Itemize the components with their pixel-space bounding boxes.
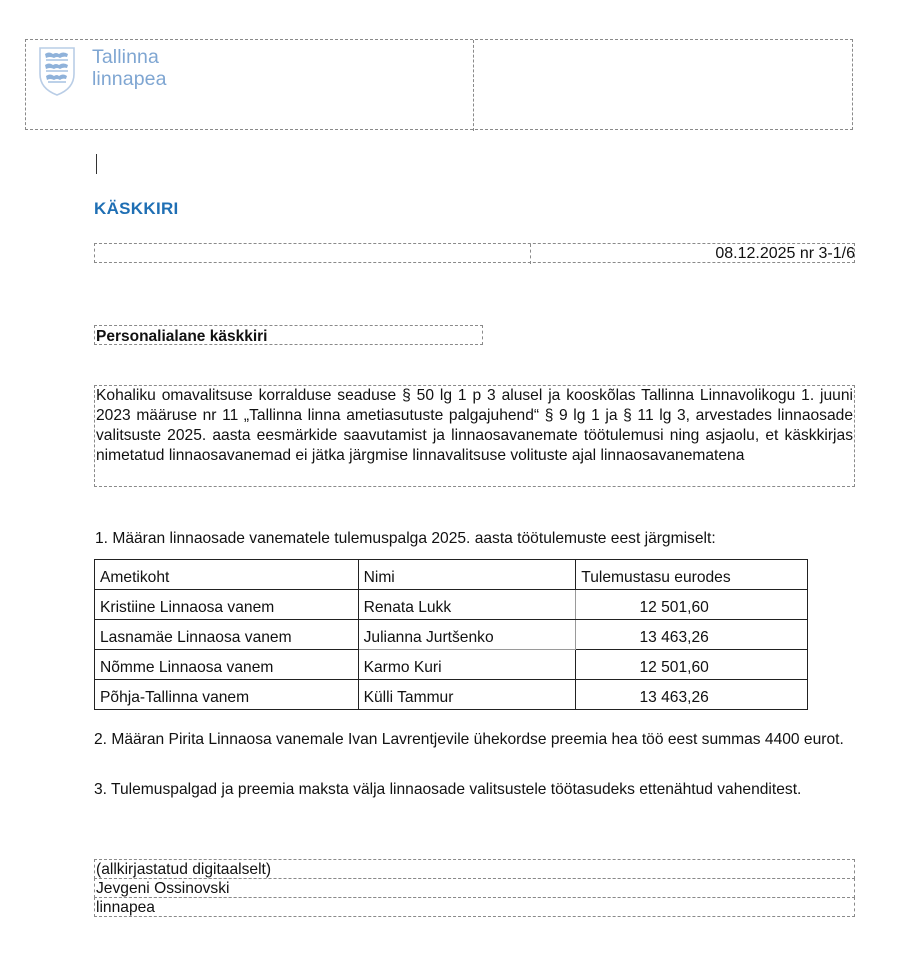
header-empty-cell [473,40,855,131]
table-row [95,650,808,680]
cell-position: Põhja-Tallinna vanem [95,680,359,710]
logo-text [92,46,167,90]
column-header-position: Ametikoht [95,560,359,590]
document-title: KÄSKKIRI [94,199,179,218]
tallinn-crest-icon [38,46,76,96]
point-3-text: 3. Tulemuspalgad ja preemia maksta välja linnaosade valitsustele töötasudeks ettenähtud vahenditest. [94,781,802,798]
table-row [95,680,808,710]
cell-name: Renata Lukk [358,590,576,620]
date-row-left-cell [95,244,531,264]
header-logo-cell [26,40,474,131]
document-date-number: 08.12.2025 nr 3-1/6 [715,245,855,262]
tallinn-logo [38,46,167,96]
preamble-text: Kohaliku omavalitsuse korralduse seaduse § 50 lg 1 p 3 alusel ja kooskõlas Tallinna Linnavolikogu 1. juuni 2023 määruse nr 11 „Tallinna linna ametiasutuste palgajuhend“ § 9 lg 1 ja § 11 lg 3, arvestades linnaosade valitsuste 2025. aasta eesmärkide saavutamist ja linnaosavanemate töötulemusi ning asjaolu, et käskkirjas nimetatud linnaosavanemad ei jätka järgmise linnavalitsuse volituste ajal linnaosavanematena [96,387,853,464]
cell-name: Külli Tammur [358,680,576,710]
text-cursor [96,154,97,174]
cell-amount: 13 463,26 [576,680,808,710]
cell-name: Julianna Jurtšenko [358,620,576,650]
preamble-field [94,385,855,487]
column-header-amount: Tulemustasu eurodes [576,560,808,590]
cell-amount: 12 501,60 [576,650,808,680]
cell-amount: 13 463,26 [576,620,808,650]
date-row-right-cell [530,244,857,264]
performance-pay-table [94,559,808,710]
signature-block [94,860,855,917]
date-number-row [94,243,855,263]
document-header [25,39,853,130]
document-subject: Personalialane käskkiri [96,328,268,345]
cell-position: Lasnamäe Linnaosa vanem [95,620,359,650]
signer-name: Jevgeni Ossinovski [94,878,855,898]
cell-position: Kristiine Linnaosa vanem [95,590,359,620]
table-row [95,620,808,650]
logo-line-office: linnapea [92,68,167,90]
cell-name: Karmo Kuri [358,650,576,680]
cell-amount: 12 501,60 [576,590,808,620]
table-row [95,590,808,620]
logo-line-city: Tallinna [92,46,159,68]
document-subject-field [94,325,483,345]
table-header-row [95,560,808,590]
column-header-name: Nimi [358,560,576,590]
point-1-text: 1. Määran linnaosade vanematele tulemuspalga 2025. aasta töötulemuste eest järgmiselt: [95,530,716,547]
cell-position: Nõmme Linnaosa vanem [95,650,359,680]
signer-position: linnapea [94,897,855,917]
point-2-text: 2. Määran Pirita Linnaosa vanemale Ivan Lavrentjevile ühekordse preemia hea töö eest summas 4400 eurot. [94,731,844,748]
signature-status: (allkirjastatud digitaalselt) [94,859,855,879]
